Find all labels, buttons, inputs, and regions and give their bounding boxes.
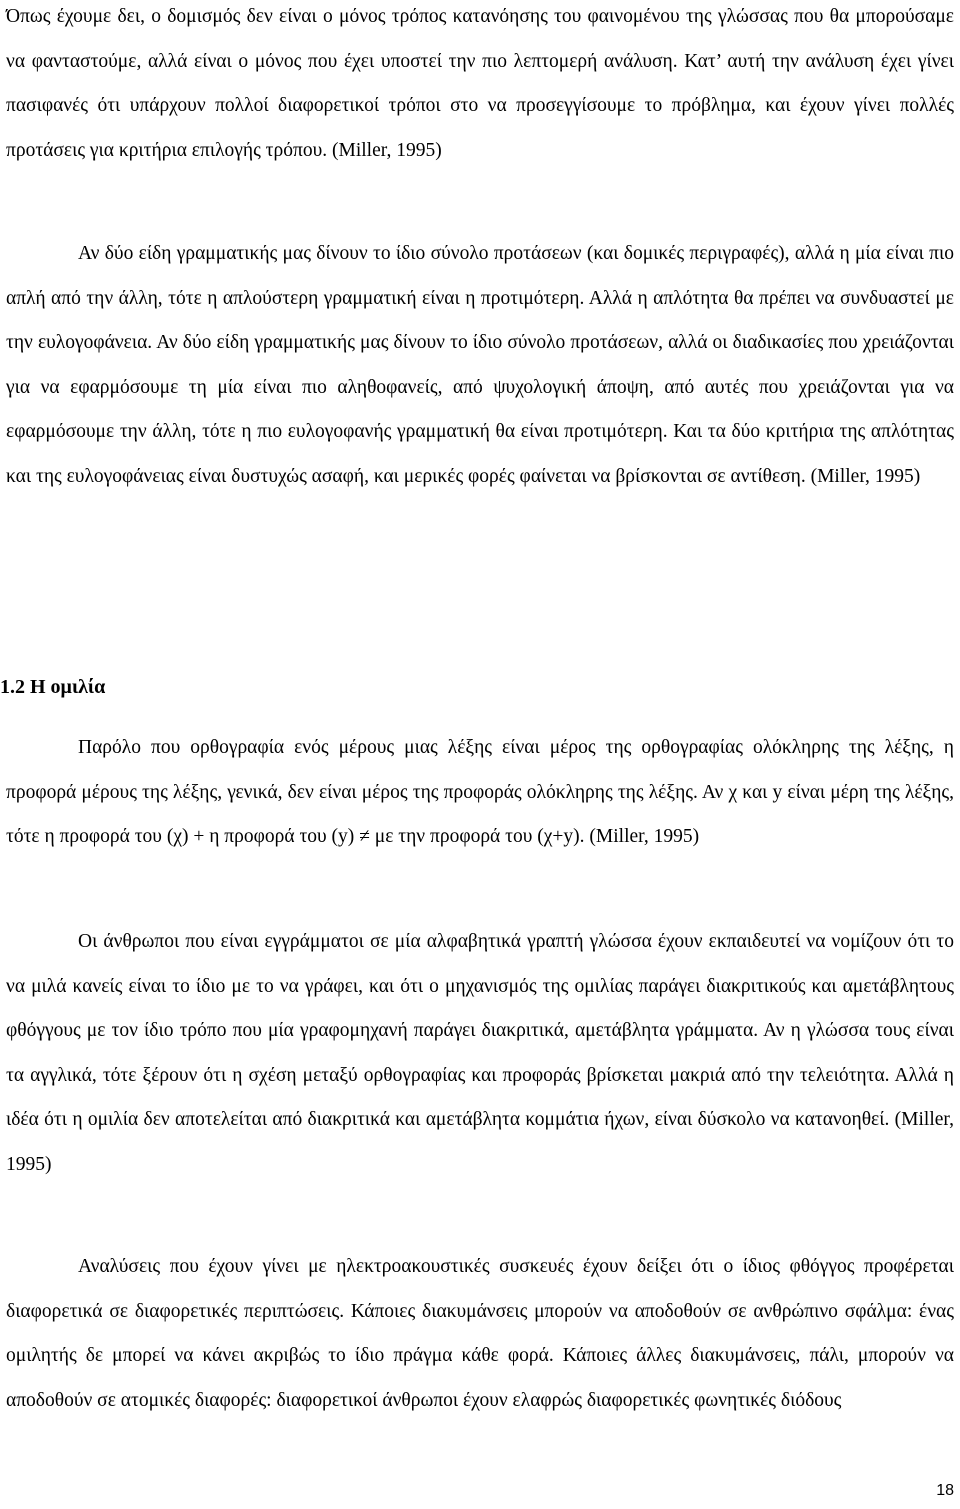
paragraph-5: Αναλύσεις που έχουν γίνει με ηλεκτροακουστικές συσκευές έχουν δείξει ότι ο ίδιος φθόγγος προφέρεται διαφορετικά σε διαφορετικές περιπτώσεις. Κάποιες διακυμάνσεις μπορούν να αποδοθούν σε ανθρώπινο σφάλμα: ένας ομιλητής δε μπορεί να κάνει ακριβώς το ίδιο πράγμα κάθε φορά. Κάποιες άλλες διακυμάνσεις, πάλι, μπορούν να αποδοθούν σε ατομικές διαφορές: διαφορετικοί άνθρωποι έχουν ελαφρώς διαφορετικές φωνητικές διόδους — [6, 1256, 954, 1411]
page-number: 18 — [936, 1482, 954, 1499]
section-heading: 1.2 Η ομιλία — [0, 676, 106, 698]
paragraph-3: Παρόλο που ορθογραφία ενός μέρους μιας λέξης είναι μέρος της ορθογραφίας ολόκληρης της λέξης, η προφορά μέρους της λέξης, γενικά, δεν είναι μέρος της προφοράς ολόκληρης της λέξης. Αν χ και y είναι μέρη της λέξης, τότε η προφορά του (χ) + η προφορά του (y) ≠ με την προφορά του (χ+y). (Miller, 1995) — [6, 737, 954, 848]
paragraph-1: Όπως έχουμε δει, ο δομισμός δεν είναι ο μόνος τρόπος κατανόησης του φαινομένου της γλώσσας που θα μπορούσαμε να φανταστούμε, αλλά είναι ο μόνος που έχει υποστεί την πιο λεπτομερή ανάλυση. Κατ’ αυτή την ανάλυση έχει γίνει πασιφανές ότι υπάρχουν πολλοί διαφορετικοί τρόποι στο να προσεγγίσουμε το πρόβλημα, και έχουν γίνει πολλές προτάσεις για κριτήρια επιλογής τρόπου. (Miller, 1995) — [6, 6, 954, 161]
paragraph-4: Οι άνθρωποι που είναι εγγράμματοι σε μία αλφαβητικά γραπτή γλώσσα έχουν εκπαιδευτεί να νομίζουν ότι το να μιλά κανείς είναι το ίδιο με το να γράφει, και ότι ο μηχανισμός της ομιλίας παράγει διακριτικούς και αμετάβλητους φθόγγους με τον ίδιο τρόπο που μία γραφομηχανή παράγει διακριτικά, αμετάβλητα γράμματα. Αν η γλώσσα τους είναι τα αγγλικά, τότε ξέρουν ότι η σχέση μεταξύ ορθογραφίας και προφοράς βρίσκεται μακριά από την τελειότητα. Αλλά η ιδέα ότι η ομιλία δεν αποτελείται από διακριτικά και αμετάβλητα κομμάτια ήχων, είναι δύσκολο να κατανοηθεί. (Miller, 1995) — [6, 931, 954, 1175]
paragraph-2: Αν δύο είδη γραμματικής μας δίνουν το ίδιο σύνολο προτάσεων (και δομικές περιγραφές), αλλά η μία είναι πιο απλή από την άλλη, τότε η απλούστερη γραμματική είναι η προτιμότερη. Αλλά η απλότητα θα πρέπει να συνδυαστεί με την ευλογοφάνεια. Αν δύο είδη γραμματικής μας δίνουν το ίδιο σύνολο προτάσεων, αλλά οι διαδικασίες που χρειάζονται για να εφαρμόσουμε τη μία είναι πιο αληθοφανείς, από ψυχολογική άποψη, από αυτές που χρειάζονται για να εφαρμόσουμε την άλλη, τότε η πιο ευλογοφανής γραμματική θα είναι προτιμότερη. Και τα δύο κριτήρια της απλότητας και της ευλογοφάνειας είναι δυστυχώς ασαφή, και μερικές φορές φαίνεται να βρίσκονται σε αντίθεση. (Miller, 1995) — [6, 243, 954, 487]
